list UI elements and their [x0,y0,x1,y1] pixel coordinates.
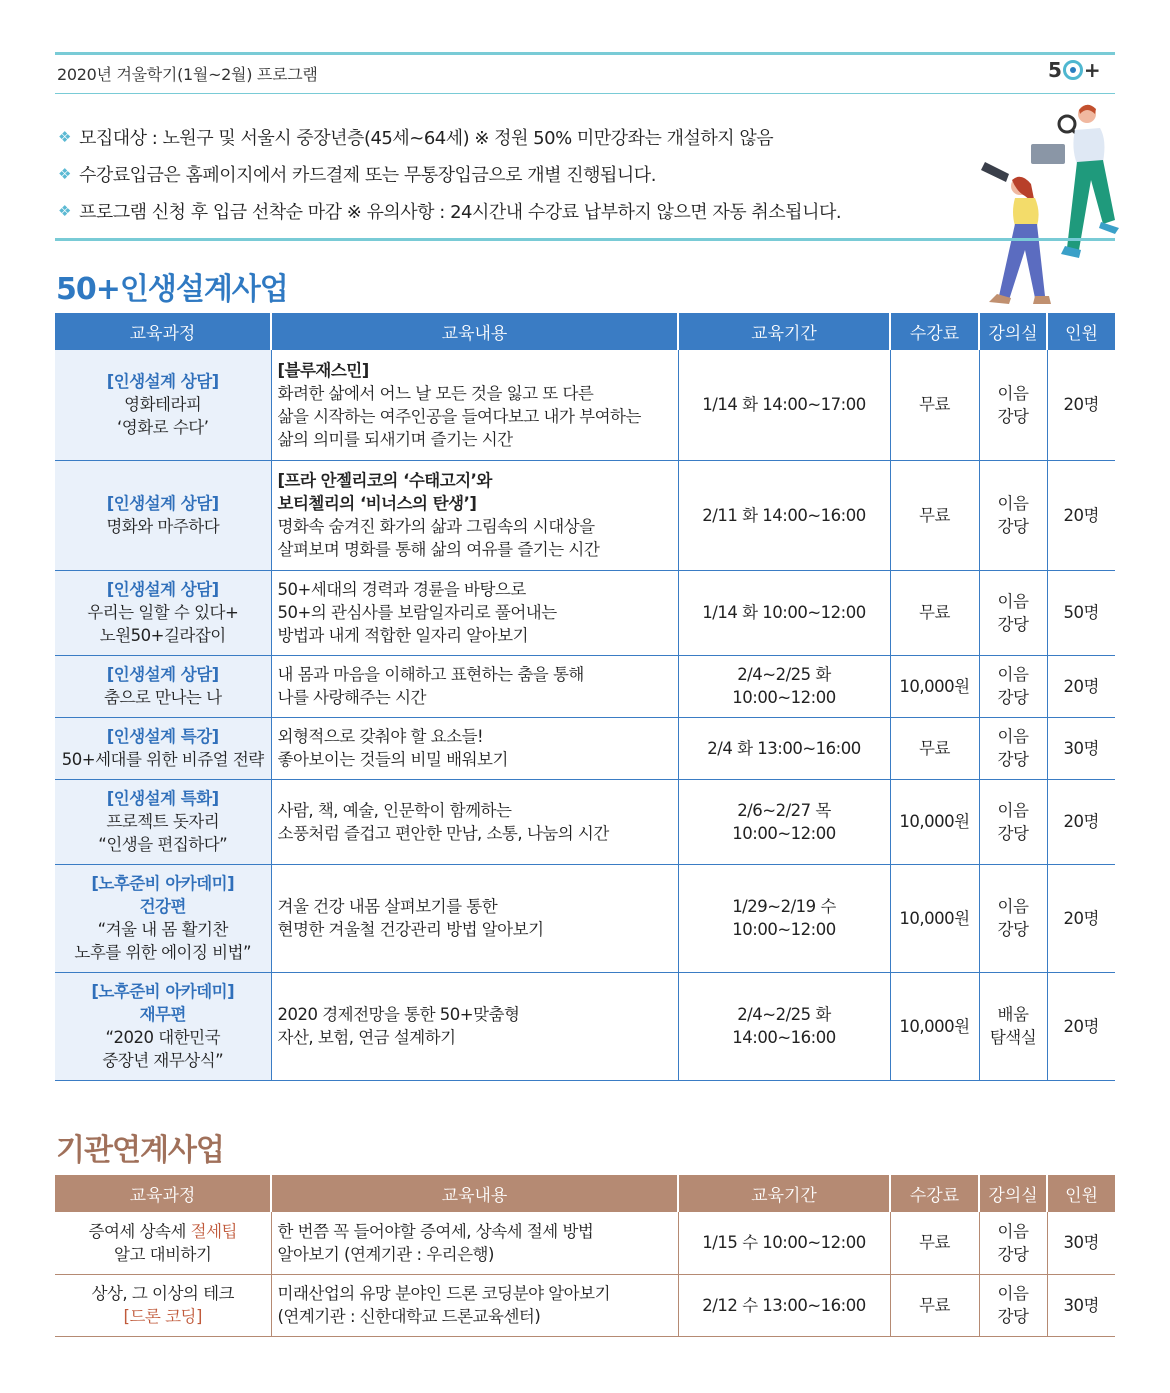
course-cell: 증여세 상속세 절세팁 알고 대비하기 [55,1212,271,1274]
notice-bottom-rule [55,238,1115,241]
column-header: 교육기간 [678,1175,890,1212]
count-cell: 20명 [1047,460,1115,570]
period-cell: 1/14 화 10:00~12:00 [678,570,890,655]
page-header-title: 2020년 겨울학기(1월~2월) 프로그램 [57,65,318,84]
table-row [55,1212,1115,1274]
top-rule [55,52,1115,55]
diamond-bullet-icon: ❖ [58,201,71,220]
notice-item: ❖ 모집대상 : 노원구 및 서울시 중장년층(45세~64세) ※ 정원 50% 미만강좌는 개설하지 않음 [58,127,774,149]
woman-pants [999,224,1045,300]
room-cell: 이음 강당 [979,570,1047,655]
course-cell: [노후준비 아카데미] 재무편 “2020 대한민국 중장년 재무상식” [55,972,271,1080]
fee-cell: 무료 [890,570,979,655]
room-cell: 이음 강당 [979,350,1047,460]
fifty-plus-logo [1048,58,1101,82]
count-cell: 20명 [1047,655,1115,717]
table-row [55,1274,1115,1336]
section-title-partnership: 기관연계사업 [56,1133,224,1168]
count-cell: 30명 [1047,717,1115,779]
period-cell: 2/6~2/27 목 10:00~12:00 [678,779,890,864]
fee-cell: 10,000원 [890,655,979,717]
column-header: 강의실 [979,1175,1047,1212]
course-cell: [인생설계 특강] 50+세대를 위한 비쥬얼 전략 [55,717,271,779]
man-shirt [1073,128,1104,164]
period-cell: 1/29~2/19 수 10:00~12:00 [678,864,890,972]
content-cell: 한 번쯤 꼭 들어야할 증여세, 상속세 절세 방법 알아보기 (연계기관 : 우리은행) [271,1212,678,1274]
table-row [55,972,1115,1080]
content-cell: 미래산업의 유망 분야인 드론 코딩분야 알아보기 (연계기관 : 신한대학교 드론교육센터) [271,1274,678,1336]
fee-cell: 무료 [890,1274,979,1336]
content-cell: 2020 경제전망을 통한 50+맞춤형 자산, 보험, 연금 설계하기 [271,972,678,1080]
laptop-icon [1031,144,1065,164]
content-cell: 외형적으로 갖춰야 할 요소들! 좋아보이는 것들의 비밀 배워보기 [271,717,678,779]
table-row [55,350,1115,460]
table-row [55,570,1115,655]
period-cell: 2/4~2/25 화 14:00~16:00 [678,972,890,1080]
room-cell: 이음 강당 [979,1274,1047,1336]
telescope-icon [981,162,1009,182]
people-with-telescope-illustration [975,100,1125,315]
woman-shoe-right [1033,296,1051,304]
fee-cell: 무료 [890,460,979,570]
count-cell: 20명 [1047,779,1115,864]
room-cell: 이음 강당 [979,864,1047,972]
period-cell: 2/4~2/25 화 10:00~12:00 [678,655,890,717]
count-cell: 20명 [1047,972,1115,1080]
room-cell: 이음 강당 [979,460,1047,570]
column-header: 인원 [1047,313,1115,350]
content-cell: [블루재스민] 화려한 삶에서 어느 날 모든 것을 잃고 또 다른 삶을 시작하는 여주인공을 들여다보고 내가 부여하는 삶의 의미를 되새기며 즐기는 시간 [271,350,678,460]
table-row [55,717,1115,779]
fee-cell: 10,000원 [890,779,979,864]
period-cell: 1/14 화 14:00~17:00 [678,350,890,460]
course-cell: 상상, 그 이상의 테크 [드론 코딩] [55,1274,271,1336]
table-row [55,779,1115,864]
course-cell: [인생설계 상담] 명화와 마주하다 [55,460,271,570]
table-row [55,655,1115,717]
count-cell: 30명 [1047,1274,1115,1336]
column-header: 교육과정 [55,313,271,350]
period-cell: 2/4 화 13:00~16:00 [678,717,890,779]
column-header: 강의실 [979,313,1047,350]
period-cell: 2/11 화 14:00~16:00 [678,460,890,570]
column-header: 인원 [1047,1175,1115,1212]
partnership-table [55,1175,1115,1337]
table-row [55,864,1115,972]
table-header-row [55,313,1115,350]
notice-item: ❖ 프로그램 신청 후 입금 선착순 마감 ※ 유의사항 : 24시간내 수강료 납부하지 않으면 자동 취소됩니다. [58,201,842,223]
notice-item: ❖ 수강료입금은 홈페이지에서 카드결제 또는 무통장입금으로 개별 진행됩니다. [58,164,656,186]
diamond-bullet-icon: ❖ [58,127,71,146]
diamond-bullet-icon: ❖ [58,164,71,183]
man-pants [1067,160,1115,250]
table-header-row [55,1175,1115,1212]
column-header: 교육과정 [55,1175,271,1212]
room-cell: 이음 강당 [979,1212,1047,1274]
count-cell: 50명 [1047,570,1115,655]
fee-cell: 무료 [890,1212,979,1274]
column-header: 수강료 [890,313,979,350]
table-row [55,460,1115,570]
course-cell: [노후준비 아카데미] 건강편 “겨울 내 몸 활기찬 노후를 위한 에이징 비법” [55,864,271,972]
content-cell: 50+세대의 경력과 경륜을 바탕으로 50+의 관심사를 보람일자리로 풀어내는 방법과 내게 적합한 일자리 알아보기 [271,570,678,655]
count-cell: 20명 [1047,864,1115,972]
course-cell: [인생설계 상담] 춤으로 만나는 나 [55,655,271,717]
header-rule [55,93,1115,94]
life-design-table [55,313,1115,1081]
course-cell: [인생설계 상담] 영화테라피 ‘영화로 수다’ [55,350,271,460]
fee-cell: 무료 [890,717,979,779]
fee-cell: 10,000원 [890,972,979,1080]
column-header: 수강료 [890,1175,979,1212]
logo-plus: + [1083,58,1101,82]
content-cell: 겨울 건강 내몸 살펴보기를 통한 현명한 겨울철 건강관리 방법 알아보기 [271,864,678,972]
course-cell: [인생설계 특화] 프로젝트 돗자리 “인생을 편집하다” [55,779,271,864]
count-cell: 20명 [1047,350,1115,460]
room-cell: 배움 탐색실 [979,972,1047,1080]
notice-list [58,118,841,229]
room-cell: 이음 강당 [979,655,1047,717]
man-shoe [1099,222,1119,234]
column-header: 교육내용 [271,313,678,350]
room-cell: 이음 강당 [979,779,1047,864]
room-cell: 이음 강당 [979,717,1047,779]
period-cell: 2/12 수 13:00~16:00 [678,1274,890,1336]
logo-digit: 5 [1048,58,1062,82]
fee-cell: 무료 [890,350,979,460]
column-header: 교육내용 [271,1175,678,1212]
content-cell: 사람, 책, 예술, 인문학이 함께하는 소풍처럼 즐겁고 편안한 만남, 소통, 나눔의 시간 [271,779,678,864]
content-cell: [프라 안젤리코의 ‘수태고지’와 보티첼리의 ‘비너스의 탄생’] 명화속 숨겨진 화가의 삶과 그림속의 시대상을 살펴보며 명화를 통해 삶의 여유를 즐기는 시간 [271,460,678,570]
section-title-life-design: 50+인생설계사업 [56,272,288,307]
period-cell: 1/15 수 10:00~12:00 [678,1212,890,1274]
fee-cell: 10,000원 [890,864,979,972]
woman-top [1013,198,1039,226]
column-header: 교육기간 [678,313,890,350]
logo-ring-icon [1063,60,1083,80]
content-cell: 내 몸과 마음을 이해하고 표현하는 춤을 통해 나를 사랑해주는 시간 [271,655,678,717]
count-cell: 30명 [1047,1212,1115,1274]
course-cell: [인생설계 상담] 우리는 일할 수 있다+ 노원50+길라잡이 [55,570,271,655]
